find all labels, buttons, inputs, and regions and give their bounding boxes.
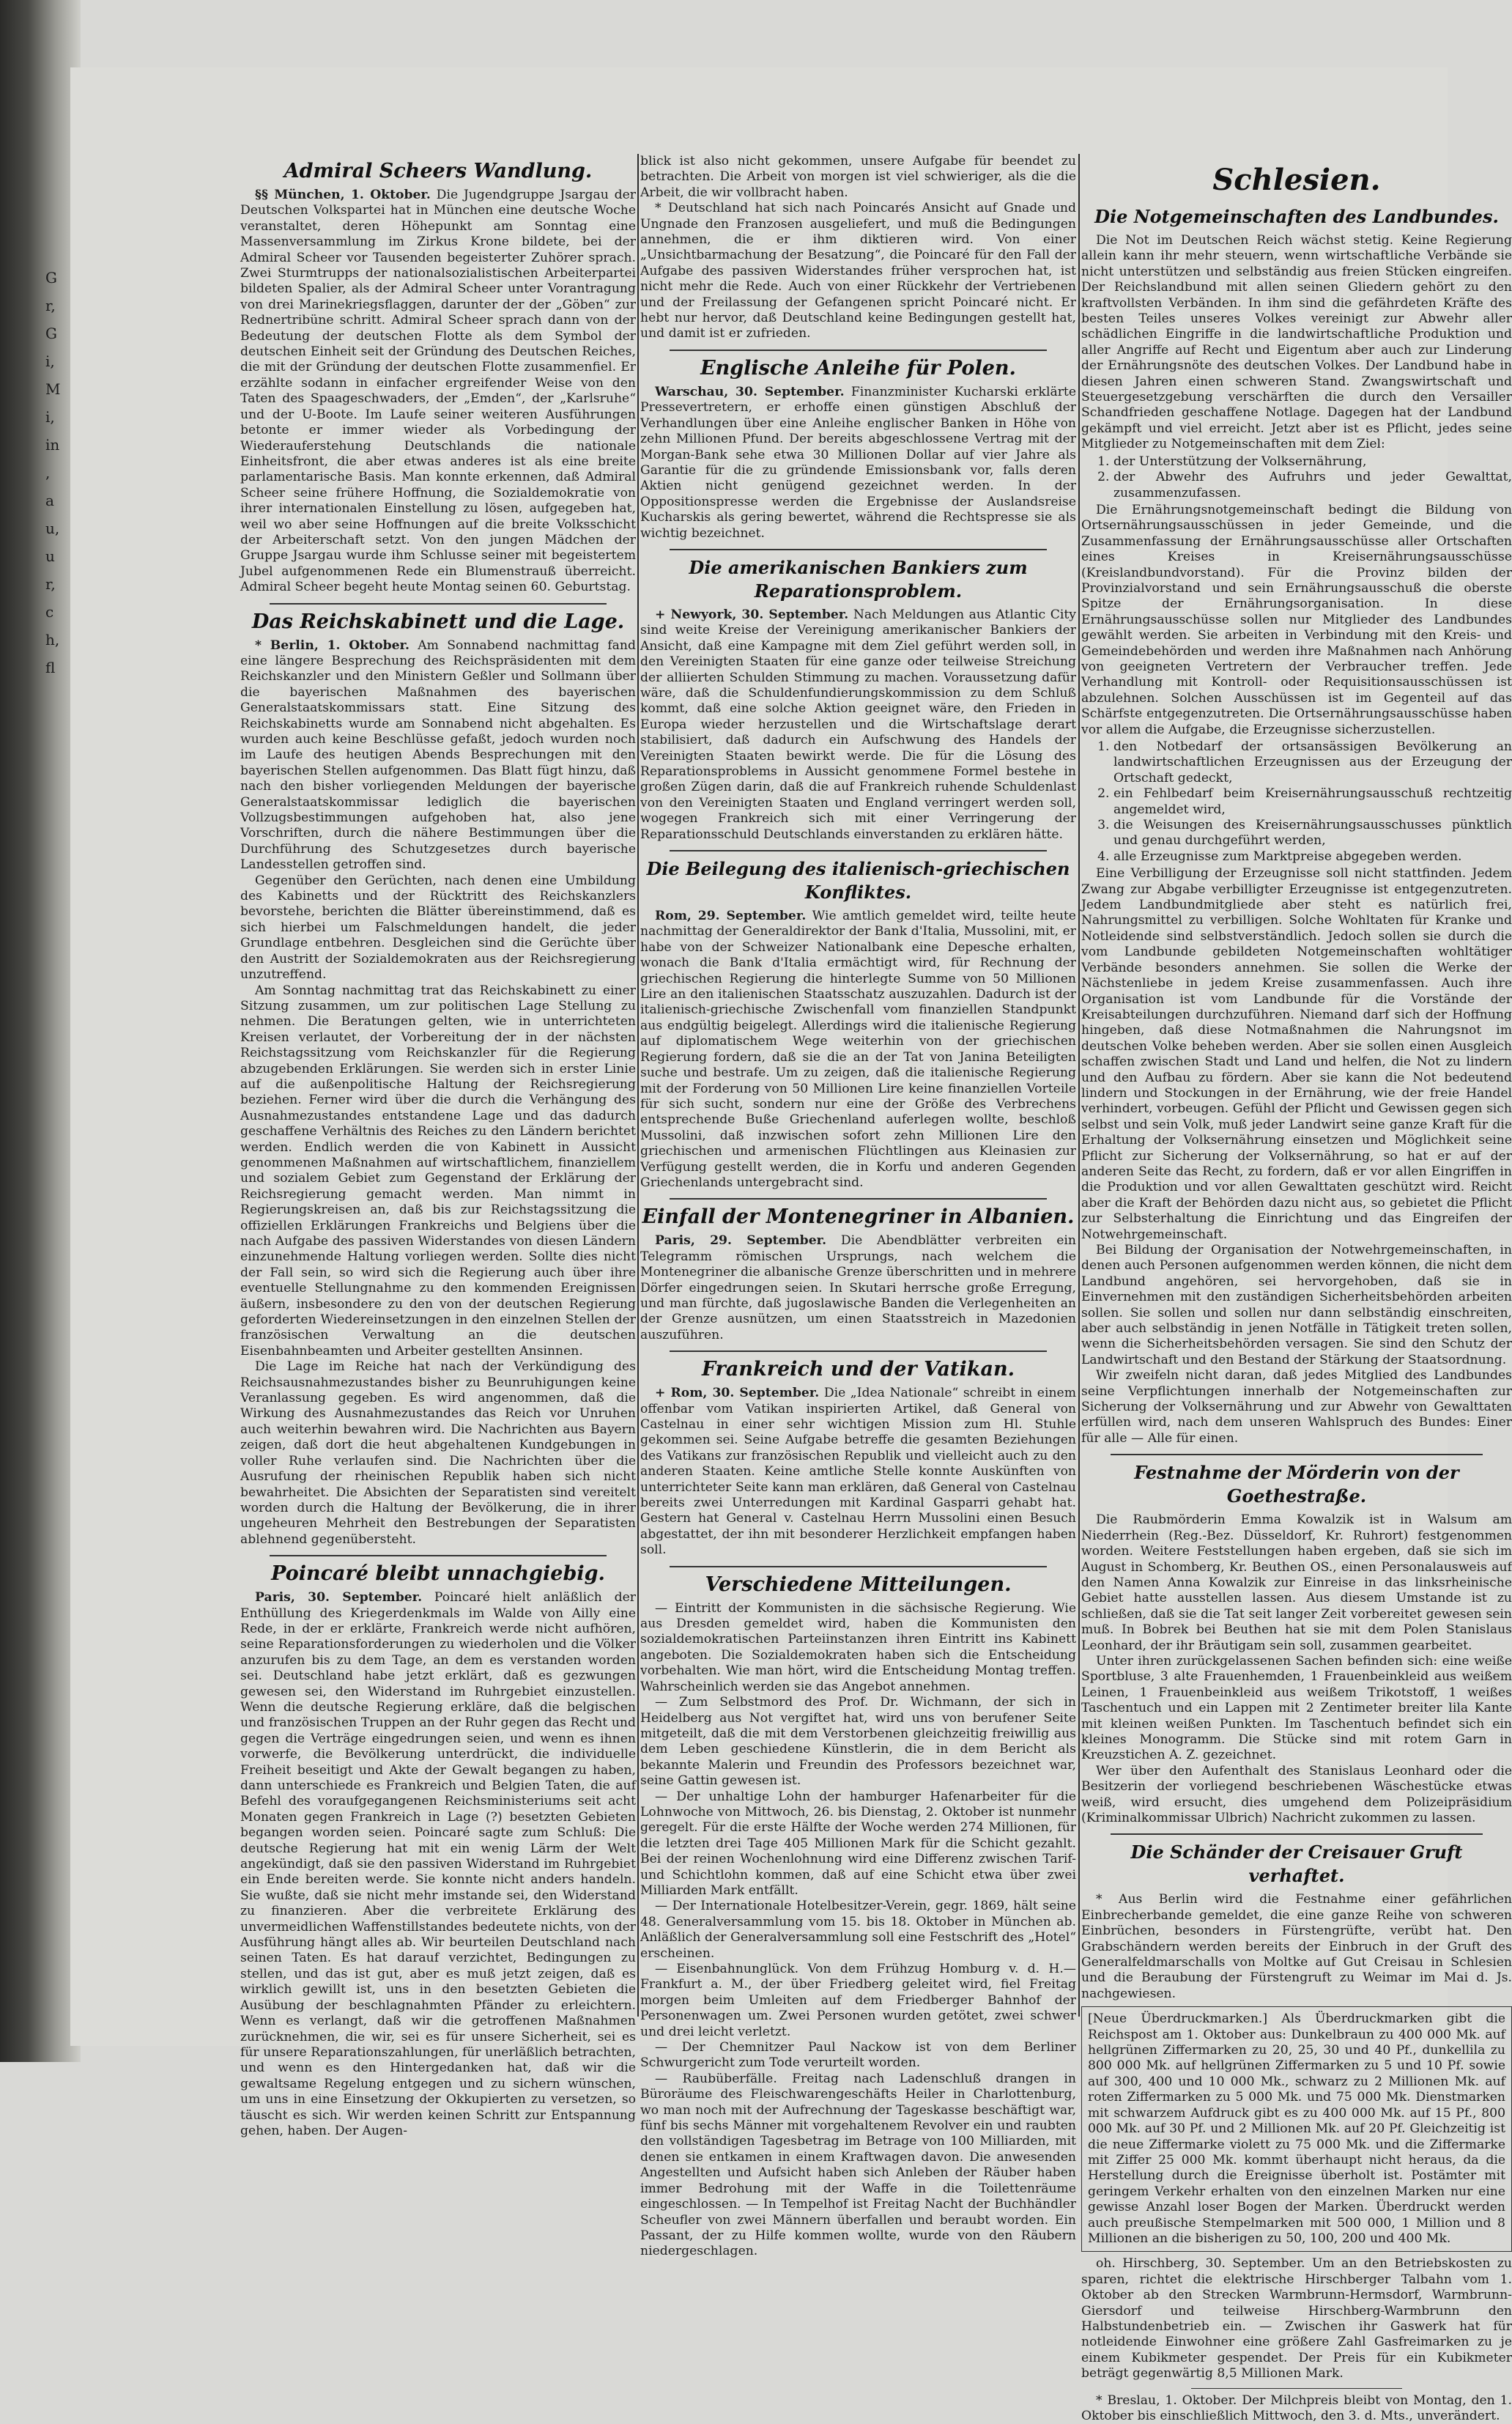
news-item: — Der Chemnitzer Paul Nackow ist von dem Berliner Schwurgericht zum Tode verurteilt worden. <box>640 2040 1076 2071</box>
dateline: + Newyork, 30. September. <box>655 607 849 622</box>
article-paragraph: Die Not im Deutschen Reich wächst stetig. Keine Regierung allein kann ihr mehr steuern, wenn wirtschaftliche Verbände sie nicht unterstützen und selbständig aus freien Stücken eingreifen. Der Reichslandbund mit allen seinen Gliedern gehört zu den kraftvollsten Verbänden. In ihm sind die gefährdeten Kräfte des besten Teiles unseres Volkes vereinigt zur Abwehr aller schädlichen Eingriffe in die landwirtschaftliche Produktion und aller Angriffe auf Recht und Eigentum aber auch zur Linderung der Ernährungsnöte des deutschen Volkes. Der Landbund habe in diesen Jahren einen schweren Stand. Zwangswirtschaft und Steuergesetzgebung verschärften die durch den Versailler Schandfrieden geschaffene Notlage. Dagegen hat der Landbund gekämpft und viel erreicht. Jetzt aber ist es Pflicht, jedes seine Mitglieder zu Notgemeinschaften mit dem Ziel: <box>1081 233 1512 452</box>
article-separator <box>670 850 1047 851</box>
article-paragraph: * Aus Berlin wird die Festnahme einer gefährlichen Einbrecherbande gemeldet, die eine ganze Reihe von schweren Einbrüchen, besonders in Fürstengrüfte, verübt hat. Den Grabschändern werden bereits der Einbruch in der Gruft des Generalfeldmarschalls von Moltke auf Gut Creisau in Schlesien und die Beraubung der Fürstengruft zu Weimar im Mai d. Js. nachgewiesen. <box>1081 1892 1512 2001</box>
article-text: Die „Idea Nationale“ schreibt in einem offenbar vom Vatikan inspirierten Artikel, daß General von Castelnau in einer sehr wichtigen Mission zum Hl. Stuhle gekommen sei. Seine Aufgabe betreffe die gesamten Beziehungen des Vatikans zur französischen Republik und vielleicht auch zu den anderen Staaten. Keine amtliche Stelle konnte Auskünften von unterrichteter Seite kann man erklären, daß General von Castelnau bereits zwei Unterredungen mit Kardinal Gasparri gehabt hat. Gestern hat General v. Castelnau Herrn Mussolini einen Besuch abgestattet, der ihn mit besonderer Herzlichkeit empfangen haben soll. <box>640 1386 1076 1558</box>
news-item: — Eisenbahnunglück. Von dem Frühzug Homburg v. d. H.—Frankfurt a. M., der über Friedberg geleitet wird, fiel Freitag morgen beim Umleiten auf dem Friedberger Bahnhof der Personenwagen um. Zwei Personen wurden getötet, zwei schwer und drei leicht verletzt. <box>640 1962 1076 2039</box>
article-paragraph: Bei Bildung der Organisation der Notwehrgemeinschaften, in denen auch Personen aufgenommen werden können, die nicht dem Landbund angehören, sei hervorgehoben, daß sie in Einvernehmen mit den zuständigen Sicherheitsbehörden arbeiten sollen. Sie sollen und sollen nur dann selbständig einschreiten, aber auch selbständig in jenen Notfälle in Tätigkeit treten sollen, wenn die Sicherheitsbehörden versagen. Sie sind den Schutz der Landwirtschaft und den Bestand der Stärkung der Staatsordnung. <box>1081 1243 1512 1367</box>
article-text: Finanzminister Kucharski erklärte Pressevertretern, er erhoffe einen günstigen Abschluß der Verhandlungen über eine Anleihe englischer Banken in Höhe von zehn Millionen Pfund. Der bereits abgeschlossene Vertrag mit der Morgan-Bank sehe etwa 30 Millionen Dollar auf vier Jahre als Garantie für die zu gründende Emissionsbank vor, falls deren Aktien nicht genügend gezeichnet werden. In der Oppositionspresse werden die Ergebnisse der Auslandsreise Kucharskis als gering bewertet, während die Rechtspresse sie als wichtig bezeichnet. <box>640 384 1077 541</box>
article-title-creisauer-gruft: Die Schänder der Creisauer Gruft verhaftet. <box>1130 1841 1463 1887</box>
article-text: Nach Meldungen aus Atlantic City sind weite Kreise der Vereinigung amerikanischer Bankiers der Ansicht, daß eine Kampagne mit dem Ziel geführt werden soll, in den Vereinigten Staaten für eine ganze oder teilweise Streichung der alliierten Schulden Stimmung zu machen. Voraussetzung dafür wäre, daß die Schuldenfundierungskommission zu dem Schluß kommt, daß eine solche Aktion geeignet wäre, den Frieden in Europa wieder herzustellen und die Wirtschaftslage derart stabilisiert, daß dadurch ein Aufschwung des Handels der Vereinigten Staaten bewirkt werde. Die für die Lösung des Reparationsproblems in Aussicht genommene Formel bestehe in großen Zügen darin, daß die auf Frankreich ruhende Schuldenlast von den Vereinigten Staaten und England verringert werden soll, wogegen Frankreich sich mit einer Verringerung der Reparationsschuld Deutschlands einverstanden zu erklären hätte. <box>640 607 1076 842</box>
article-title-anleihe-polen: Englische Anleihe für Polen. <box>700 356 1016 380</box>
article-separator <box>670 1198 1047 1200</box>
article-title-vatikan: Frankreich und der Vatikan. <box>701 1358 1015 1381</box>
section-title-schlesien: Schlesien. <box>1212 163 1381 197</box>
column-rule-2 <box>1078 154 1080 2017</box>
dateline: Rom, 29. September. <box>655 909 807 924</box>
article-body-admiral-scheer <box>240 188 636 596</box>
article-paragraph: Wir zweifeln nicht daran, daß jedes Mitglied des Landbundes seine Verpflichtungen innerhalb der Notgemeinschaften zur Sicherung der Volksernährung und zur Abwehr von Gewalttaten erfüllen wird, nach dem unseren Wahlspruch des Bundes: Einer für alle — Alle für einen. <box>1081 1368 1512 1446</box>
list-item: 3. die Weisungen des Kreisernährungsausschusses pünktlich und genau durchgeführt werden, <box>1113 818 1512 849</box>
article-body-montenegriner <box>640 1233 1076 1343</box>
news-item: — Eintritt der Kommunisten in die sächsische Regierung. Wie aus Dresden gemeldet wird, haben die Kommunisten den sozialdemokratischen Parteiinstanzen ihren Eintritt ins Kabinett angeboten. Die Sozialdemokraten haben sich die Entscheidung vorbehalten. Wie man hört, wird die Entscheidung Montag treffen. Wahrscheinlich werden sie das Angebot annehmen. <box>640 1600 1076 1694</box>
column-middle <box>640 154 1077 2259</box>
article-separator <box>670 549 1047 550</box>
list-item: 1. den Notbedarf der ortsansässigen Bevölkerung an landwirtschaftlichen Erzeugnissen aus der Erzeugung der Ortschaft gedeckt, <box>1113 739 1512 786</box>
article-text: Die Abendblätter verbreiten ein Telegramm römischen Ursprungs, nach welchem die Montenegriner die albanische Grenze überschritten und in mehrere Dörfer eingedrungen seien. In Skutari herrsche große Erregung, und man fürchte, daß jugoslawische Banden die Verlegenheiten an der Grenze ausnützen, um einen Staatsstreich in Mazedonien auszuführen. <box>640 1233 1076 1342</box>
article-continuation: blick ist also nicht gekommen, unsere Aufgabe für beendet zu betrachten. Die Arbeit von morgen ist viel schwieriger, als die die Arbeit, die wir vollbracht haben. <box>640 154 1076 200</box>
newspaper-page <box>70 67 1512 2423</box>
article-text: Die Jugendgruppe Jsargau der Deutschen Volkspartei hat in München eine deutsche Woche veranstaltet, deren Höhepunkt am Sonntag eine Massenversammlung im Zirkus Krone bildete, bei der Admiral Scheer vor Tausenden begeisterter Zuhörer sprach. Zwei Sturmtrupps der nationalsozialistischen Arbeiterpartei bildeten Spalier, als der Admiral Scheer unter Vorantragung von drei Marinekriegsflaggen, darunter der der „Göben“ zur Rednertribüne schritt. Admiral Scheer sprach dann von der Bedeutung der deutschen Flotte als dem Symbol der deutschen Einheit seit der Gründung des Deutschen Reiches, die mit der Gründung der deutschen Flotte zusammenfiel. Er erzählte sodann in einfacher ergreifender Weise von den Taten des Spaageschwaders, der „Emden“, der „Karlsruhe“ und der U-Boote. Im Laufe seiner weiteren Ausführungen betonte er immer wieder als Vorbedingung der Wiederauferstehung Deutschlands die nationale Einheitsfront, die aber etwas anderes ist als eine breite parlamentarische Basis. Man konnte erkennen, daß Admiral Scheer seine frühere Hoffnung, die Sozialdemokratie von ihrer internationalen Einstellung zu lösen, aufgegeben hat, weil wo aber seine Hoffnungen auf die breite Volksschicht der Arbeiterschaft setzt. Von den jungen Mädchen der Gruppe Jsargau wurde ihm Schlusse seiner mit begeistertem Jubel aufgenommenen Rede ein Blumenstrauß überreicht. Admiral Scheer begeht heute Montag seinen 60. Geburtstag. <box>240 188 636 595</box>
notice-text: [Neue Überdruckmarken.] Als Überdruckmarken gibt die Reichspost am 1. Oktober aus: Dunkelbraun zu 400 000 Mk. auf hellgrünen Ziffermarken zu 20, 25, 30 und 40 Pf., dunkellila zu 800 000 Mk. auf hellgrünen Ziffermarken zu 5 und 10 Pf. sowie auf 300, 400 und 10 000 Mk., schwarz zu 2 Millionen Mk. auf roten Ziffermarken zu 5 000 Mk. und 75 000 Mk. Dienstmarken mit schwarzem Aufdruck gibt es zu 400 000 Mk. auf 15 Pf., 800 000 Mk. auf 30 Pf. und 2 Millionen Mk. auf 20 Pf. Gleichzeitig ist die neue Ziffermarke violett zu 75 000 Mk. und die Ziffermarke mit Ziffer 25 000 Mk. kommt überhaupt nicht heraus, da die Herstellung durch die Ereignisse überholt ist. Postämter mit geringem Verkehr erhalten von den einzelnen Marken nur eine gewisse Anzahl loser Bogen der Marken. Überdruckt werden auch preußische Stempelmarken mit 500 000, 1 Million und 8 Millionen an die bisherigen zu 50, 100, 200 und 400 Mk. <box>1088 2011 1505 2246</box>
article-paragraph: Eine Verbilligung der Erzeugnisse soll nicht stattfinden. Jedem Zwang zur Abgabe verbilligter Erzeugnisse ist entgegenzutreten. Jedem Landbundmitgliede aber steht es natürlich frei, Nahrungsmittel zu verbilligen. Solche Wohltaten für Kranke und Notleidende sind selbstverständlich. Jedoch sollen sie durch die vom Landbunde gebildeten Notgemeinschaften wohltätiger Verbände besonders annehmen. Sie sollen die Werke der Nächstenliebe in jedem Kreise zusammenfassen. Auch ihre Organisation ist vom Landbunde für die Vorstände der Kreisabteilungen durchzuführen. Niemand darf sich der Hoffnung hingeben, daß diese Notmaßnahmen die Nahrungsnot im deutschen Volke beheben werden. Aber sie sollen einen Ausgleich schaffen zwischen Stadt und Land und helfen, die Not zu lindern und den Aufbau zu fördern. Aber sie kann die Not bedeutend lindern und Stockungen in der Ernährung, wie der freie Handel verhindert, vorbeugen. Gefühl der Pflicht und Gewissen gegen sich selbst und sein Volk, muß jeder Landwirt seine ganze Kraft für die Erhaltung der Volksernährung einsetzen und Möglichkeit seine Pflicht zur Sicherung der Volksernährung, so hat er auf der anderen Seite das Recht, zu fordern, daß er vor allen Eingriffen in die Produktion und vor allen Gewalttaten geschützt wird. Reicht aber die Kraft der Behörden dazu nicht aus, so gebietet die Pflicht zur Selbsterhaltung die Einrichtung und das Eingreifen der Notwehrgemeinschaft. <box>1081 866 1512 1242</box>
article-separator <box>1191 2388 1402 2389</box>
article-paragraph: Unter ihren zurückgelassenen Sachen befinden sich: eine weiße Sportbluse, 3 alte Frauenhemden, 1 Frauenbeinkleid aus weißem Leinen, 1 Frauenbeinkleid aus weißem Trikotstoff, 1 weißes Taschentuch und ein Lappen mit 2 Zentimeter breiter lila Kante mit kleinen weißen Punkten. Im Taschentuch befindet sich ein kleines Monogramm. Die Stücke sind mit rotem Garn in Kreuzstichen A. Z. gezeichnet. <box>1081 1653 1512 1763</box>
dateline: Warschau, 30. September. <box>655 384 845 399</box>
article-body-vatikan <box>640 1386 1076 1558</box>
article-paragraph: Die Ernährungsnotgemeinschaft bedingt die Bildung von Ortsernährungsausschüssen in jeder Gemeinde, und die Zusammenfassung der Ernährungsausschüsse aller Ortschaften eines Kreises in Kreisernährungsausschüsse (Kreislandbundvorstand). Für die Provinz bilden der Provinzialvorstand und sein Ernährungsausschuß die oberste Spitze der Ernährungsorganisation. In diese Ernährungsausschüsse sollen nur Mitglieder des Landbundes gewählt werden. Sie arbeiten in Verbindung mit den Kreis- und Gemeindebehörden und werden ihre Maßnahmen nach Anhörung von geeigneten Vertretern der Verbraucher treffen. Jede Verhandlung mit Kontroll- oder Requisitionsausschüssen ist abzulehnen. Solchen Ausschüssen ist im Gegenteil auf das Schärfste entgegenzutreten. Die Ortsernährungsausschüsse haben vor allem die Aufgabe, die Erzeugnisse sicherzustellen. <box>1081 502 1512 737</box>
article-text: Am Sonnabend nachmittag fand eine längere Besprechung des Reichspräsidenten mit dem Reichskanzler und den Ministern Geßler und Sollmann über die bayerischen Maßnahmen des bayerischen Generalstaatskommissars statt. Eine Sitzung des Reichskabinetts wurde am Sonnabend nicht abgehalten. Es wurden auch keine Beschlüsse gefaßt, jedoch wurden noch im Laufe des heutigen Abends Besprechungen mit den bayerischen Stellen aufgenommen. Das Blatt fügt hinzu, daß nach den bisher vorliegenden Meldungen der bayerische Generalstaatskommissar lediglich die bayerischen Vollzugsbestimmungen aufgehoben hat, also jene Vorschriften, durch die nähere Bestimmungen über die Durchführung des Schutzgesetzes durch bayerische Landesstellen getroffen sind. <box>240 638 637 873</box>
dateline: * Berlin, 1. Oktober. <box>255 638 410 653</box>
edge-cut-text: Gr, Gi, Mi, in, au, ur, ch, fl <box>45 269 61 676</box>
article-body-konflikt <box>640 909 1076 1191</box>
article-paragraph: * Breslau, 1. Oktober. Der Milchpreis bleibt von Montag, den 1. Oktober bis einschließlich Mittwoch, den 3. d. Mts., unverändert. <box>1081 2392 1512 2423</box>
article-paragraph: Die Raubmörderin Emma Kowalzik ist in Walsum am Niederrhein (Reg.-Bez. Düsseldorf, Kr. Ruhrort) festgenommen worden. Weitere Feststellungen haben ergeben, daß sie sich im August in Schomberg, Kr. Beuthen OS., einen Personalausweis auf den Namen Anna Kowalzik zur Einreise in das linksrheinische Gebiet hatte ausstellen lassen. Aus diesem Umstande ist zu schließen, daß sie die Tat seit langer Zeit vorbereitet gewesen sein muß. In Bobrek bei Beuthen hat sie mit dem Polen Stanislaus Leonhard, der ihr Bräutigam sein soll, zusammen gearbeitet. <box>1081 1512 1512 1653</box>
list-item: 2. ein Fehlbedarf beim Kreisernährungsausschuß rechtzeitig angemeldet wird, <box>1113 786 1512 818</box>
article-separator <box>270 603 607 605</box>
dateline: Paris, 30. September. <box>255 1590 423 1605</box>
column-left <box>240 154 637 2138</box>
news-item: — Raubüberfälle. Freitag nach Ladenschluß drangen in Büroräume des Fleischwarengeschäfts Heiler in Charlottenburg, wo man noch mit der Aufrechnung der Tageskasse beschäftigt war, fünf bis sechs Männer mit vorgehaltenem Revolver ein und raubten den vollständigen Tagesbetrag im Betrage von 100 Milliarden, mit denen sie entkamen in einem Kraftwagen davon. Die anwesenden Angestellten und Aufsicht haben sich Anleben der Räuber haben immer Bedrohung mit der Waffe in die Toilettenräume eingeschlossen. — In Tempelhof ist Freitag Nacht der Buchhändler Scheufler von zwei Männern überfallen und beraubt worden. Ein Passant, der zu Hilfe kommen wollte, wurde von den Räubern niedergeschlagen. <box>640 2071 1076 2259</box>
list-item: 4. alle Erzeugnisse zum Marktpreise abgegeben werden. <box>1113 849 1512 865</box>
article-body-reichskabinett <box>240 638 636 873</box>
article-separator <box>1111 1454 1483 1455</box>
column-right <box>1081 154 1512 2423</box>
news-item: — Zum Selbstmord des Prof. Dr. Wichmann, der sich in Heidelberg aus Not vergiftet hat, wird uns von berufener Seite mitgeteilt, daß die mit dem Verstorbenen gleichzeitig freiwillig aus dem Leben geschiedene Künstlerin, die in dem Bericht als bekannte Malerin und Freundin des Professors bezeichnet war, seine Gattin gewesen ist. <box>640 1695 1076 1789</box>
article-separator <box>670 1566 1047 1567</box>
article-paragraph: oh. Hirschberg, 30. September. Um an den Betriebskosten zu sparen, richtet die elektrische Hirschberger Talbahn vom 1. Oktober ab den Strecken Warmbrunn-Hermsdorf, Warmbrunn-Giersdorf und teilweise Hirschberg-Warmbrunn den Halbstundenbetrieb ein. — Zwischen ihr Gaswerk hat für notleidende Einwohner eine größere Zahl Gasfreimarken zu je einem Kubikmeter gespendet. Der Preis für ein Kubikmeter beträgt gegenwärtig 8,5 Millionen Mark. <box>1081 2256 1512 2381</box>
article-title-admiral-scheer: Admiral Scheers Wandlung. <box>284 160 593 182</box>
article-separator <box>670 1350 1047 1352</box>
scan-binding-edge <box>0 0 81 2062</box>
article-body-anleihe-polen <box>640 385 1076 542</box>
dateline: + Rom, 30. September. <box>655 1386 820 1401</box>
article-title-moerderin: Festnahme der Mörderin von der Goethestraße. <box>1134 1462 1459 1507</box>
news-item: — Der Internationale Hotelbesitzer-Verein, gegr. 1869, hält seine 48. Generalversammlung vom 15. bis 18. Oktober in München ab. Anläßlich der Generalversammlung soll eine Festschrift des „Hotel“ erscheinen. <box>640 1899 1076 1961</box>
article-text: Poincaré hielt anläßlich der Enthüllung des Kriegerdenkmals im Walde von Ailly eine Rede, in der er erklärte, Frankreich werde nicht aufhören, seine Reparationsforderungen zu wiederholen und die Völker anzurufen bis zu dem Tage, an dem es verstanden worden sei. Deutschland habe jetzt erklärt, daß es gezwungen gewesen sei, den Widerstand im Ruhrgebiet einzustellen. Wenn die deutsche Regierung erkläre, daß die belgischen und französischen Truppen an der Ruhr gegen das Recht und gegen die Verträge eingedrungen seien, und wenn es ihnen vorwerfe, die Bevölkerung unterdrückt, die individuelle Freiheit beseitigt und Akte der Gewalt begangen zu haben, dann unterschiede es Frankreich und Belgien Taten, die auf Befehl des voraufgegangenen Reichsministeriums seit acht Monaten gegen Frankreich in Lage (?) besetzten Gebieten begangen worden seien. Poincaré sagte zum Schluß: Die deutsche Regierung hat mit ein wenig Lärm der Welt angekündigt, daß sie den passiven Widerstand im Ruhrgebiet ein Ende bereiten werde. Sie konnte nicht anders handeln. Sie wußte, daß sie nicht mehr imstande sei, den Widerstand zu finanzieren. Aber die verbreitete Erklärung des unvermeidlichen Waffenstillstandes bedeutete nichts, von der Ausführung hängt alles ab. Wir beurteilen Deutschland nach seinen Taten. Es hat darauf verzichtet, Bedingungen zu stellen, und das ist gut, aber es muß jetzt zeigen, daß es wirklich gewillt ist, uns in den besetzten Gebieten die Ausübung der beschlagnahmten Pfänder zu erleichtern. Wenn es verlangt, daß wir die getroffenen Maßnahmen zurücknehmen, die wir, sei es für unsere Sicherheit, sei es für unsere Reparationszahlungen, für unerläßlich betrachten, und wenn es den Hintergedanken hat, daß wir die gewaltsame Regelung entgegen und zu sichern wünschen, um uns in eine Einsetzung der Okkupierten zu versetzen, so täuscht es sich. Wir werden keinen Schritt zur Entspannung gehen, haben. Der Augen- <box>240 1590 636 2138</box>
article-title-reichskabinett: Das Reichskabinett und die Lage. <box>251 610 625 633</box>
dateline: §§ München, 1. Oktober. <box>255 188 431 202</box>
article-body-poincare <box>240 1590 636 2139</box>
article-separator <box>670 350 1047 351</box>
article-title-bankiers: Die amerikanischen Bankiers zum Reparationsproblem. <box>689 556 1028 602</box>
notice-box-ueberdruckmarken <box>1081 2006 1512 2252</box>
article-separator <box>270 1555 607 1556</box>
article-paragraph: Gegenüber den Gerüchten, nach denen eine Umbildung des Kabinetts und der Rücktritt des Reichskanzlers bevorstehe, berichten die Blätter übereinstimmend, daß es sich hierbei um Falschmeldungen handelt, die jeder Grundlage entbehren. Desgleichen sind die Gerüchte über den Austritt der Sozialdemokraten aus der Reichsregierung unzutreffend. <box>240 873 636 983</box>
goals-list <box>1081 454 1512 501</box>
dateline: Paris, 29. September. <box>655 1233 827 1249</box>
article-title-montenegriner: Einfall der Montenegriner in Albanien. <box>642 1205 1075 1229</box>
duties-list <box>1081 739 1512 865</box>
news-item: — Der unhaltige Lohn der hamburger Hafenarbeiter für die Lohnwoche von Mittwoch, 26. bis Dienstag, 2. Oktober ist nunmehr geregelt. Für die erste Hälfte der Woche werden 274 Millionen, für die letzten drei Tage 405 Millionen Mark für die Schicht gezahlt. Bei der reinen Wochenlohnung wird eine Differenz zwischen Tarif- und Schichtlohn kommen, daß auf eine Schicht etwa über zwei Milliarden Mark entfällt. <box>640 1789 1076 1898</box>
article-title-konflikt: Die Beilegung des italienisch-griechischen Konfliktes. <box>646 858 1070 904</box>
article-paragraph: Am Sonntag nachmittag trat das Reichskabinett zu einer Sitzung zusammen, um zur politischen Lage Stellung zu nehmen. Die Beratungen gelten, wie in unterrichteten Kreisen verlautet, der Vorbereitung der in der nächsten Reichstagssitzung vom Reichskanzler für die Regierung abzugebenden Erklärungen. Sie werden sich in erster Linie auf die außenpolitische Haltung der Reichsregierung beziehen. Ferner wird über die durch die Verhängung des Ausnahmezustandes entstandene Lage und das dadurch geschaffene Verhältnis des Reiches zu den Ländern berichtet werden. Endlich werden die von Kabinett in Aussicht genommenen Maßnahmen auf wirtschaftlichem, finanziellem und sozialem Gebiet zum Gegenstand der Erklärung der Reichsregierung gemacht werden. Man nimmt in Regierungskreisen an, daß bis zur Reichstagssitzung die offiziellen Erklärungen Frankreichs und Belgiens über die nach Aufgabe des passiven Widerstandes von diesen Ländern einzunehmende Haltung vorliegen werden. Sollte dies nicht der Fall sein, so wird sich die Regierung auch über ihre eventuelle Stellungnahme zu den kommenden Ereignissen äußern, insbesondere zu den von der deutschen Regierung geforderten Wiedereinsetzungen in den einzelnen Stellen der französischen Verwaltung an die deutschen Eisenbahnbeamten und Arbeiter gestellten Ansinnen. <box>240 983 636 1359</box>
column-rule-1 <box>637 154 639 2017</box>
list-item: 1. der Unterstützung der Volksernährung, <box>1113 454 1512 470</box>
article-title-mitteilungen: Verschiedene Mitteilungen. <box>705 1573 1012 1596</box>
list-item: 2. der Abwehr des Aufruhrs und jeder Gewalttat, zusammenzufassen. <box>1113 470 1512 501</box>
article-title-poincare: Poincaré bleibt unnachgiebig. <box>271 1562 605 1586</box>
article-paragraph: Die Lage im Reiche hat nach der Verkündigung des Reichsausnahmezustandes bisher zu Beunruhigungen keine Veranlassung gegeben. Es wird angenommen, daß die Wirkung des Ausnahmezustandes das Reich vor Unruhen auch weiterhin bewahren wird. Die Nachrichten aus Bayern zeigen, daß dort die heut abgehaltenen Kundgebungen in voller Ruhe verlaufen sind. Die Nachrichten über die Ausrufung der rheinischen Republik haben sich nicht bewahrheitet. Die Absichten der Separatisten sind vereitelt worden durch die Haltung der Bevölkerung, die in ihrer ungeheuren Mehrheit den Bestrebungen der Separatisten ablehnend gegenübersteht. <box>240 1359 636 1547</box>
article-paragraph: Wer über den Aufenthalt des Stanislaus Leonhard oder die Besitzerin der vorliegend beschriebenen Wäschestücke etwas weiß, wird ersucht, dies umgehend dem Polizeipräsidium (Kriminalkommissar Ulbrich) Nachricht zukommen zu lassen. <box>1081 1763 1512 1825</box>
article-title-notgemeinschaften: Die Notgemeinschaften des Landbundes. <box>1094 206 1499 227</box>
article-text: Wie amtlich gemeldet wird, teilte heute nachmittag der Generaldirektor der Bank d'Italia, Mussolini, mit, er habe von der Schweizer Nationalbank eine Depesche erhalten, wonach die Bank d'Italia ermächtigt wird, für Rechnung der griechischen Regierung die hinterlegte Summe von 50 Millionen Lire an den italienischen Staatsschatz auszuzahlen. Dadurch ist der italienisch-griechische Zwischenfall vom finanziellen Standpunkt aus endgültig beigelegt. Allerdings wird die italienische Regierung auf diplomatischem Wege weiterhin von der griechischen Regierung fordern, daß sie die an der Tat von Janina Beteiligten suche und bestrafe. Um zu zeigen, daß die italienische Regierung mit der Forderung von 50 Millionen Lire keine finanziellen Vorteile für sich sucht, sondern nur eine der Größe des Verbrechens entsprechende Buße Griechenland auferlegen wollte, beschloß Mussolini, daß inzwischen sofort zehn Millionen Lire den griechischen und armenischen Flüchtlingen aus Kleinasien zur Verfügung gestellt werden, die in Korfu und anderen Gegenden Griechenlands untergebracht sind. <box>640 909 1076 1190</box>
article-paragraph: * Deutschland hat sich nach Poincarés Ansicht auf Gnade und Ungnade den Franzosen ausgeliefert, und muß die Bedingungen annehmen, die er ihm diktieren wird. Von einer „Unsichtbarmachung der Besatzung“, die Poincaré für den Fall der Aufgabe des passiven Widerstandes früher versprochen hat, ist nicht mehr die Rede. Auch von einer Rückkehr der Vertriebenen und der Freilassung der Gefangenen spricht Poincaré nicht. Er hebt nur hervor, daß Deutschland keine Bedingungen gestellt hat, und damit ist er zufrieden. <box>640 201 1076 341</box>
article-body-bankiers <box>640 607 1076 843</box>
article-separator <box>1111 1833 1483 1835</box>
